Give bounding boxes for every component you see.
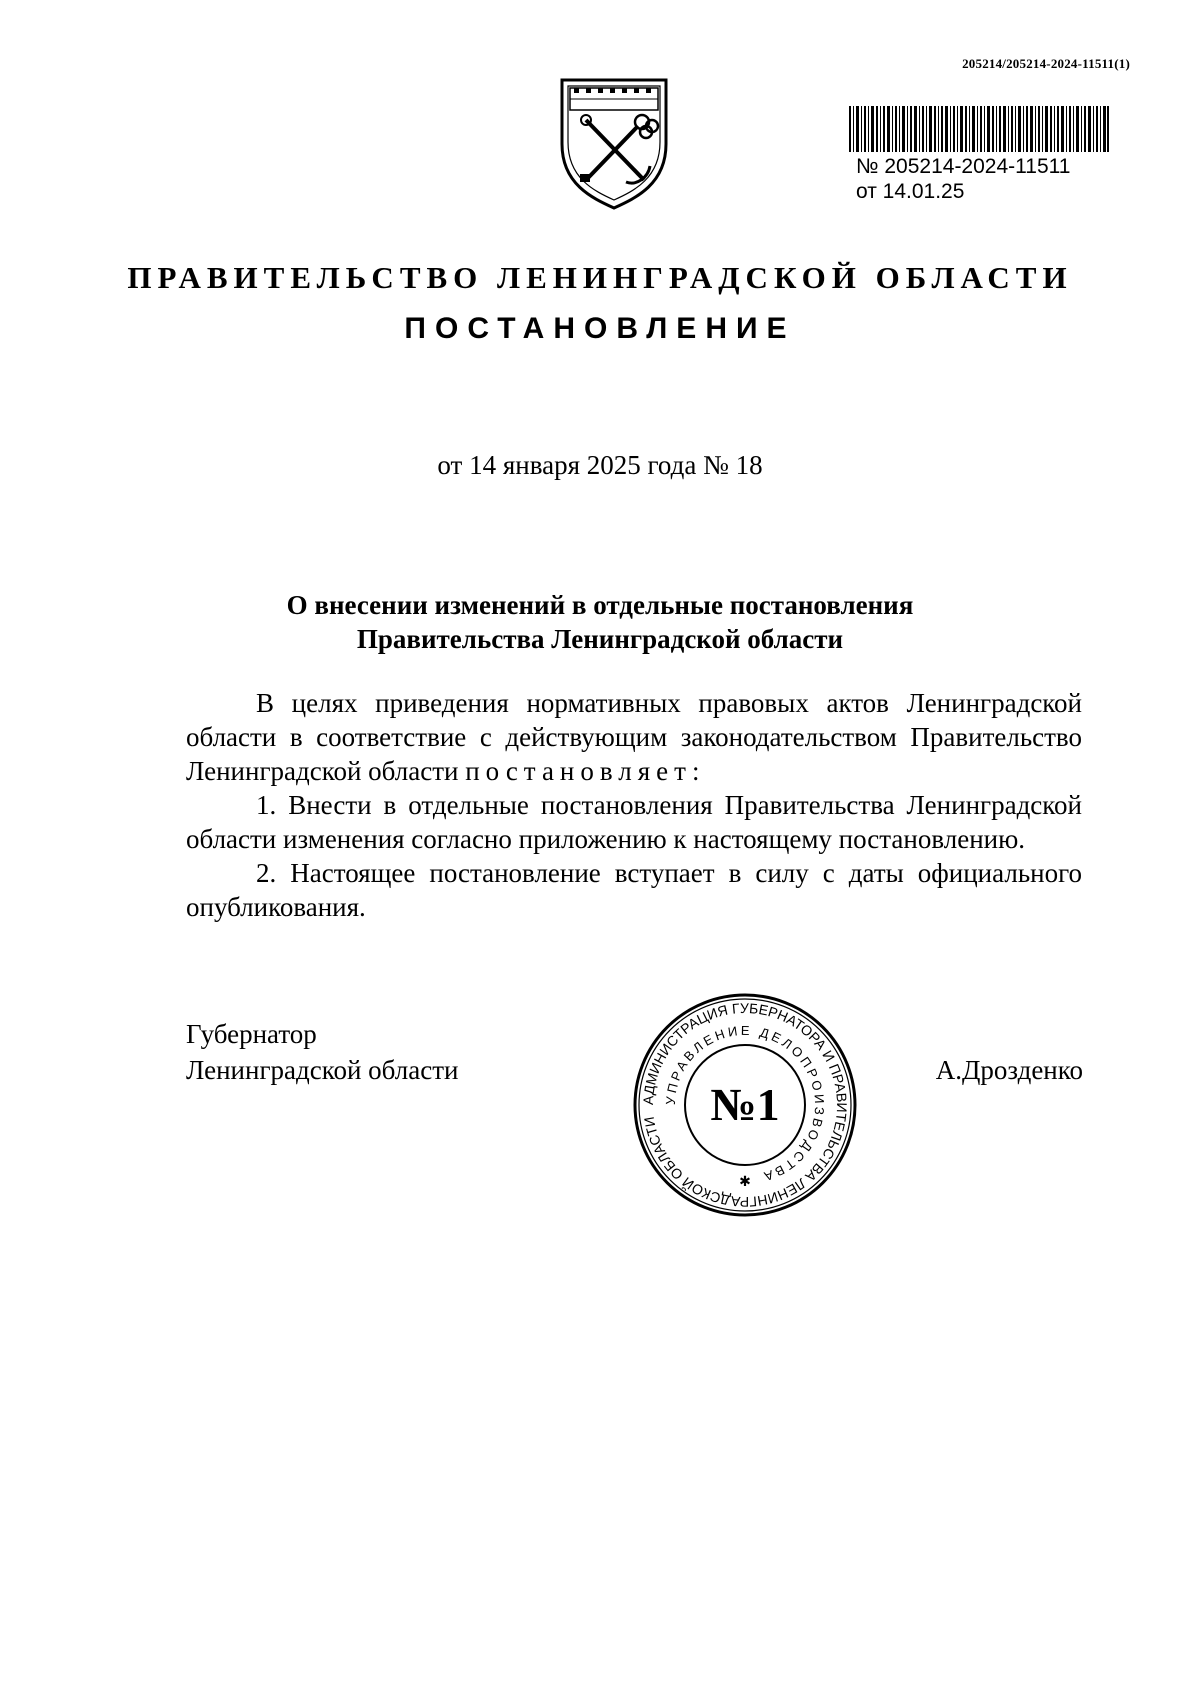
barcode-icon (849, 106, 1109, 152)
item-1-paragraph: 1. Внести в отдельные постановления Правительства Ленинградской области изменения согласно приложению к настоящему постановлению. (186, 790, 1082, 854)
document-subject (0, 588, 1200, 656)
stamp-star-icon: ✱ (739, 1174, 751, 1190)
document-reference: 205214/205214-2024-11511(1) (962, 56, 1130, 71)
stamp-outer-text: АДМИНИСТРАЦИЯ ГУБЕРНАТОРА И ПРАВИТЕЛЬСТВА ЛЕНИНГРАДСКОЙ ОБЛАСТИ (639, 999, 851, 1211)
stamp-center-number: №1 (710, 1079, 780, 1130)
item-2-paragraph: 2. Настоящее постановление вступает в силу с даты официального опубликования. (186, 858, 1082, 922)
signer-position-line-2: Ленинградской области (186, 1055, 459, 1085)
preamble-verb: постановляет (465, 756, 692, 786)
signer-position (186, 1016, 458, 1088)
document-date-number: от 14 января 2025 года № 18 (437, 450, 763, 480)
registration-date: от 14.01.25 (856, 180, 965, 203)
preamble-text: В целях приведения нормативных правовых актов Ленинградской области в соответствие с действующим законодательством Правительство Ленинградской области (186, 688, 1082, 786)
subject-line-1: О внесении изменений в отдельные постановления (286, 590, 914, 620)
stamp-inner-text: УПРАВЛЕНИЕ ДЕЛОПРОИЗВОДСТВА (662, 1022, 828, 1185)
registration-number: № 205214-2024-11511 (856, 155, 1071, 178)
document-type: ПОСТАНОВЛЕНИЕ (404, 312, 796, 345)
signer-position-line-1: Губернатор (186, 1019, 317, 1049)
document-body (186, 686, 1082, 924)
signer-name: А.Дрозденко (935, 1055, 1083, 1085)
coat-of-arms-icon (556, 74, 672, 214)
preamble-end: : (691, 756, 700, 786)
preamble-paragraph (186, 686, 1082, 788)
official-stamp (630, 990, 860, 1220)
government-title: ПРАВИТЕЛЬСТВО ЛЕНИНГРАДСКОЙ ОБЛАСТИ (127, 260, 1073, 295)
subject-line-2: Правительства Ленинградской области (356, 624, 844, 654)
